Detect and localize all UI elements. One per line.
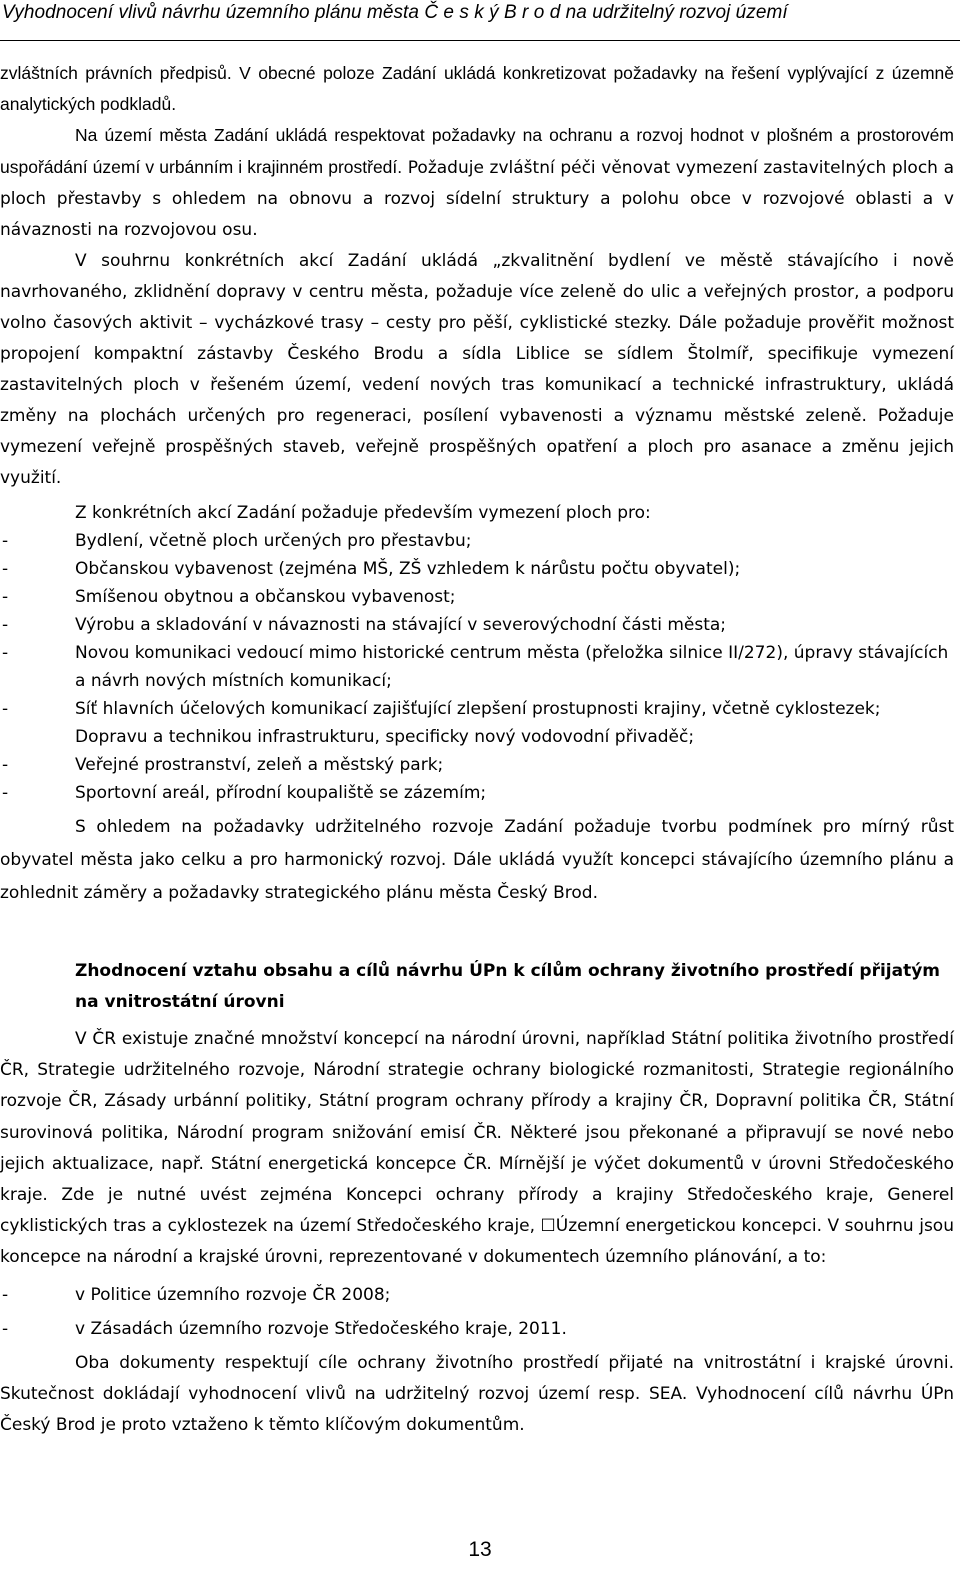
- paragraph-intro: zvláštních právních předpisů. V obecné poloze Zadání ukládá konkretizovat požadavky na řešení vyplývající z územně analytických podkladů.: [0, 63, 954, 114]
- paragraph-national-concepts: V ČR existuje značné množství koncepcí na národní úrovni, například Státní politika životního prostředí ČR, Strategie udržitelného rozvoje, Národní strategie ochrany biologické rozmanitosti, Strategie regionálního rozvoje ČR, Zásady urbánní politiky, Státní program ochrany přírody a krajiny ČR, Dopravní politika ČR, Státní surovinová politika, Národní program snižování emisí ČR. Některé jsou překonané a připravují se nové nebo jejich aktualizace, např. Státní energetická koncepce ČR. Mírnější je výčet dokumentů v úrovni Středočeského kraje. Zde je nutné uvést zejména Koncepci ochrany přírody a krajiny Středočeského kraje, Generel cyklistických tras a cyklostezek na území Středočeského kraje, ☐Územní energetickou koncepci. V souhrnu jsou koncepce na národní a krajské úrovni, reprezentované v dokumentech územního plánování, a to:: [0, 1029, 954, 1268]
- paragraph-sustainability: S ohledem na požadavky udržitelného rozvoje Zadání požaduje tvorbu podmínek pro mírný růst obyvatel města jako celku a pro harmonický rozvoj. Dále ukládá využít koncepci stávajícího územního plánu a zohlednit záměry a požadavky strategického plánu města Český Brod.: [0, 817, 954, 903]
- paragraph-territory-part1: Na území města Zadání ukládá respektovat požadavky na ochranu a rozvoj hodnot v plošném a prostorovém uspořádání území v urbánním i krajinném prostředí.: [0, 125, 954, 177]
- list-dash: -: [2, 783, 9, 803]
- section-heading: Zhodnocení vztahu obsahu a cílů návrhu ÚPn k cílům ochrany životního prostředí přijatým na vnitrostátní úrovni: [75, 961, 941, 1012]
- paragraph-summary: V souhrnu konkrétních akcí Zadání ukládá „zkvalitnění bydlení ve městě stávajícího i nově navrhovaného, zklidnění dopravy v centru města, požaduje více zeleně do ulic a veřejných prostor, a podporu volno časových aktivit – vycházkové trasy – cesty pro pěší, cyklistické stezky. Dále požaduje prověřit možnost propojení kompaktní zástavby Českého Brodu a sídla Liblice se sídlem Štolmíř, specifikuje vymezení zastavitelných ploch v řešeném území, vedení nových tras komunikací a technické infrastruktury, ukládá změny na plochách určených pro regeneraci, posílení vybavenosti a významu městské zeleně. Požaduje vymezení veřejně prospěšných staveb, veřejně prospěšných opatření a ploch pro asanace a změnu jejich využití.: [0, 251, 954, 488]
- list-item-text: Novou komunikaci vedoucí mimo historické centrum města (přeložka silnice II/272), úpravy stávajících a návrh nových místních komunikací;: [75, 643, 949, 691]
- list-item: [0, 583, 954, 611]
- paragraph-conclusion: Oba dokumenty respektují cíle ochrany životního prostředí přijaté na vnitrostátní i krajské úrovni. Skutečnost dokládají vyhodnocení vlivů na udržitelný rozvoj území resp. SEA. Vyhodnocení cílů návrhu ÚPn Český Brod je proto vztaženo k těmto klíčovým dokumentům.: [0, 1352, 954, 1435]
- running-header: [0, 0, 960, 41]
- list-item: [0, 695, 954, 751]
- list-dash: -: [2, 615, 9, 635]
- documents-list: [0, 1278, 954, 1346]
- list-dash: -: [2, 587, 9, 607]
- list-item-text: v Politice územního rozvoje ČR 2008;: [75, 1284, 391, 1305]
- list-item-text: Sportovní areál, přírodní koupaliště se zázemím;: [75, 783, 487, 803]
- list-item: [0, 751, 954, 779]
- list-dash: -: [2, 1284, 9, 1305]
- list-item-text: Síť hlavních účelových komunikací zajišťující zlepšení prostupnosti krajiny, včetně cyklostezek; Dopravu a technikou infrastrukturu, specificky nový vodovodní přivaděč;: [75, 699, 881, 747]
- list-dash: -: [2, 755, 9, 775]
- paragraph-territory-part2: Požaduje zvláštní péči věnovat vymezení zastavitelných ploch a ploch přestavby s ohledem na obnovu a rozvoj sídelní struktury a polohu obce v rozvojové oblasti a v návaznosti na rozvojovou osu.: [0, 158, 954, 240]
- list-item: [0, 779, 954, 807]
- list-item: [0, 1278, 954, 1312]
- list-item: [0, 1312, 954, 1346]
- header-title: Vyhodnocení vlivů návrhu územního plánu města Č e s k ý B r o d na udržitelný rozvoj území: [2, 2, 788, 23]
- list-item: [0, 611, 954, 639]
- list-item: [0, 555, 954, 583]
- paragraph-actions-intro: Z konkrétních akcí Zadání požaduje především vymezení ploch pro:: [75, 503, 651, 523]
- list-item-text: Bydlení, včetně ploch určených pro přestavbu;: [75, 531, 472, 551]
- actions-list: [0, 527, 954, 807]
- list-dash: -: [2, 531, 9, 551]
- list-item-text: Výrobu a skladování v návaznosti na stávající v severovýchodní části města;: [75, 615, 727, 635]
- page-number: 13: [468, 1538, 492, 1561]
- list-dash: -: [2, 643, 9, 663]
- list-item-text: Občanskou vybavenost (zejména MŠ, ZŠ vzhledem k nárůstu počtu obyvatel);: [75, 559, 741, 579]
- paragraph-territory: [0, 120, 954, 246]
- list-item: [0, 639, 954, 695]
- list-item-text: Smíšenou obytnou a občanskou vybavenost;: [75, 587, 456, 607]
- list-dash: -: [2, 699, 9, 719]
- list-item-text: v Zásadách územního rozvoje Středočeského kraje, 2011.: [75, 1318, 567, 1339]
- list-dash: -: [2, 559, 9, 579]
- list-item: [0, 527, 954, 555]
- document-body: [0, 58, 954, 1441]
- list-dash: -: [2, 1318, 9, 1339]
- list-item-text: Veřejné prostranství, zeleň a městský park;: [75, 755, 444, 775]
